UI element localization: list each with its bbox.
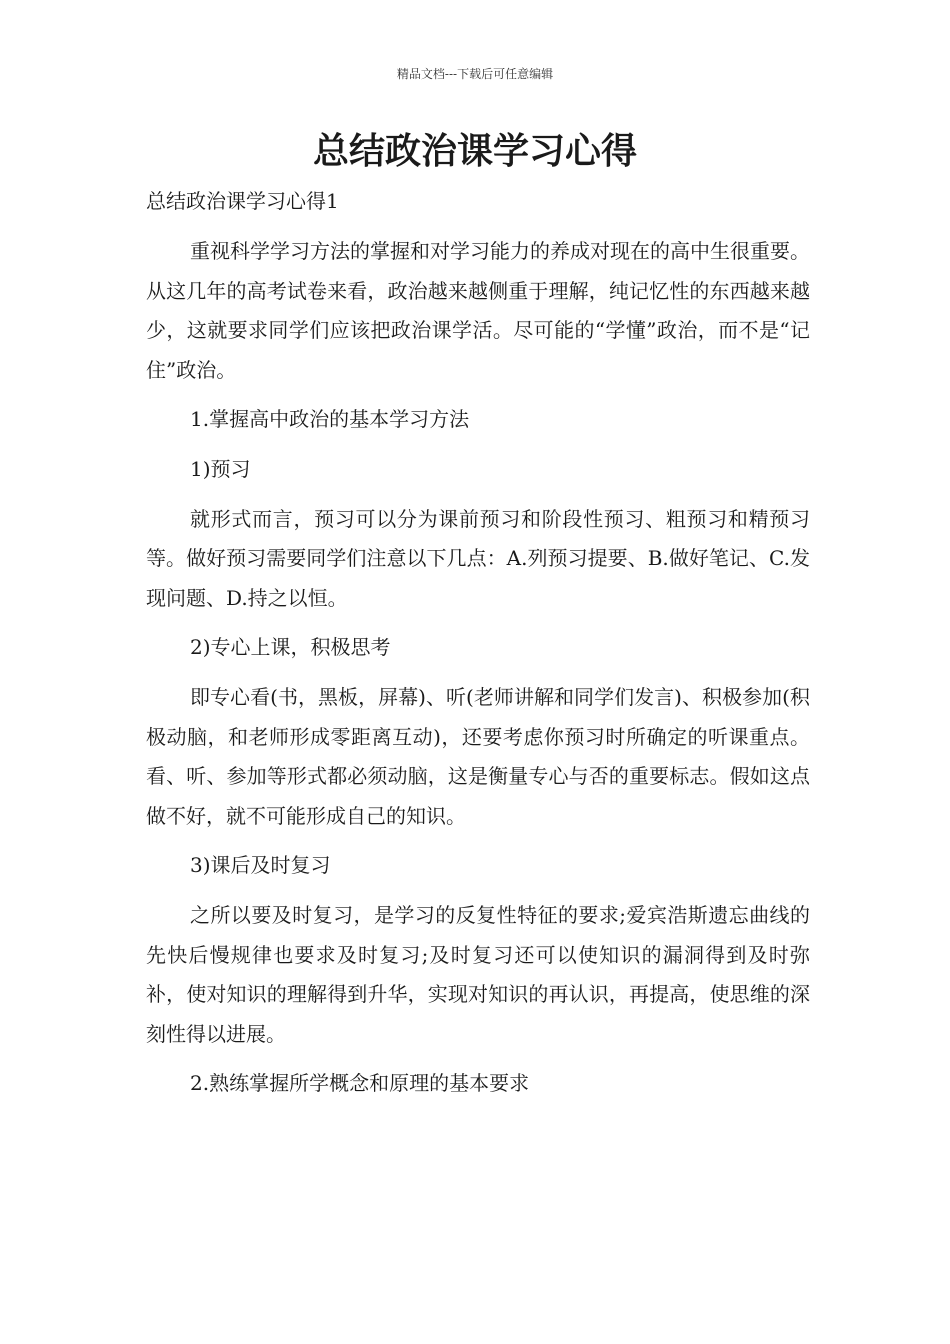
document-body xyxy=(146,232,810,1104)
section-heading-1: 1.掌握高中政治的基本学习方法 xyxy=(190,407,470,432)
page-header: 精品文档---下载后可任意编辑 xyxy=(396,67,554,81)
document-title: 总结政治课学习心得 xyxy=(312,131,637,172)
paragraph-review: 之所以要及时复习，是学习的反复性特征的要求;爱宾浩斯遗忘曲线的先快后慢规律也要求及时复习;及时复习还可以使知识的漏洞得到及时弥补，使对知识的理解得到升华，实现对知识的再认识，再提高，使思维的深刻性得以进展。 xyxy=(146,902,810,1046)
subsection-heading-review: 3)课后及时复习 xyxy=(190,853,331,878)
paragraph-preview: 就形式而言，预习可以分为课前预习和阶段性预习、粗预习和精预习等。做好预习需要同学们注意以下几点：A.列预习提要、B.做好笔记、C.发现问题、D.持之以恒。 xyxy=(146,506,810,610)
document-subtitle: 总结政治课学习心得1 xyxy=(146,189,339,213)
paragraph-intro: 重视科学学习方法的掌握和对学习能力的养成对现在的高中生很重要。从这几年的高考试卷来看，政治越来越侧重于理解，纯记忆性的东西越来越少，这就要求同学们应该把政治课学活。尽可能的“学懂”政治，而不是“记住”政治。 xyxy=(146,239,810,382)
subsection-heading-preview: 1)预习 xyxy=(190,456,251,481)
subsection-heading-class: 2)专心上课，积极思考 xyxy=(190,635,391,660)
paragraph-class: 即专心看(书，黑板，屏幕)、听(老师讲解和同学们发言)、积极参加(积极动脑，和老师形成零距离互动)，还要考虑你预习时所确定的听课重点。看、听、参加等形式都必须动脑，这是衡量专心与否的重要标志。假如这点做不好，就不可能形成自己的知识。 xyxy=(146,684,810,828)
section-heading-2: 2.熟练掌握所学概念和原理的基本要求 xyxy=(190,1071,530,1096)
